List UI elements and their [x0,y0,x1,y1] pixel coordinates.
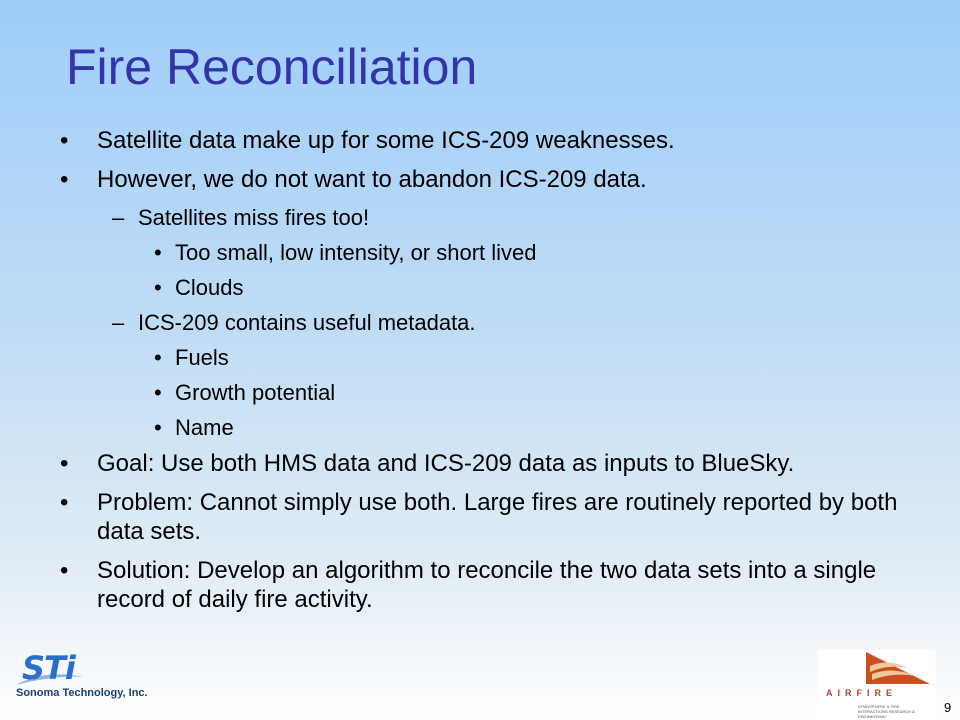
bullet-text: Goal: Use both HMS data and ICS-209 data as inputs to BlueSky. [97,450,795,477]
airfire-logo-word: AIRFIRE [826,688,897,698]
bullet-item [154,379,960,407]
bullet-text: Satellites miss fires too! [138,205,370,230]
bullet-item [112,309,960,337]
airfire-logo [818,650,936,720]
bullet-marker: • [154,380,162,405]
page-number: 9 [944,700,952,715]
bullet-text: Solution: Develop an algorithm to reconcile the two data sets into a single record of daily fire activity. [97,557,877,613]
airfire-logo-subtitle: ATMOSPHERE & FIRE INTERACTIONS RESEARCH & ENGINEERING [858,704,915,719]
bullet-item [60,126,917,155]
bullet-item [154,239,960,267]
bullet-marker: • [60,557,69,584]
bullet-marker: • [154,345,162,370]
bullet-text: Growth potential [175,380,336,405]
bullet-text: Clouds [175,275,244,300]
bullet-item [154,274,960,302]
bullet-marker: • [60,450,69,477]
sti-logo-name: Sonoma Technology, Inc. [16,687,148,699]
bullet-item [60,488,917,546]
bullet-text: ICS-209 contains useful metadata. [138,310,476,335]
bullet-list [0,126,960,624]
bullet-marker: • [154,240,162,265]
bullet-text: Problem: Cannot simply use both. Large fires are routinely reported by both data sets. [97,489,898,545]
sti-logo-mark: STi [22,649,75,687]
bullet-marker: • [60,489,69,516]
sti-logo [14,649,154,703]
bullet-text: Fuels [175,345,229,370]
bullet-item [60,165,917,194]
bullet-item [154,414,960,442]
bullet-item [60,556,917,614]
bullet-text: However, we do not want to abandon ICS-209 data. [97,166,647,193]
slide-title: Fire Reconciliation [66,39,478,95]
bullet-item [60,449,917,478]
airfire-flame-icon [818,650,936,690]
bullet-marker: • [154,275,162,300]
bullet-marker: • [154,415,162,440]
bullet-text: Name [175,415,234,440]
bullet-item [154,344,960,372]
bullet-marker: – [112,205,125,230]
bullet-item [112,204,960,232]
bullet-marker: – [112,310,125,335]
bullet-text: Satellite data make up for some ICS-209 weaknesses. [97,127,675,154]
bullet-marker: • [60,166,69,193]
bullet-text: Too small, low intensity, or short lived [175,240,537,265]
bullet-marker: • [60,127,69,154]
